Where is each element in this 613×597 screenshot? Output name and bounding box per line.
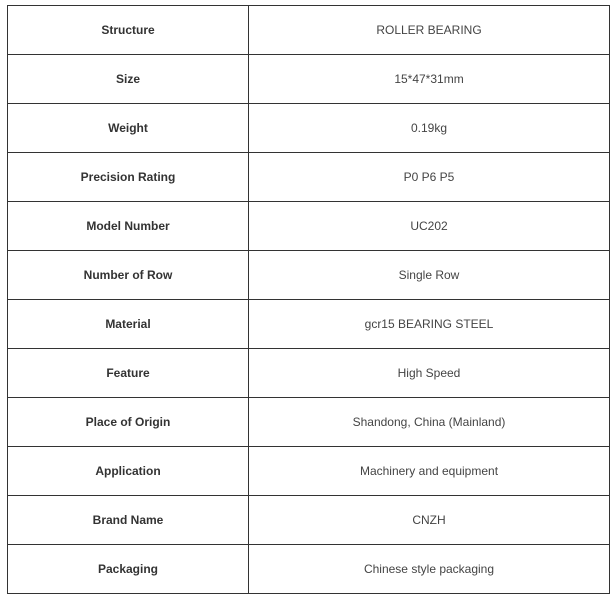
row-label-brand-name: Brand Name bbox=[8, 496, 249, 545]
row-label-application: Application bbox=[8, 447, 249, 496]
row-label-weight: Weight bbox=[8, 104, 249, 153]
row-value-brand-name: CNZH bbox=[249, 496, 610, 545]
table-row bbox=[8, 447, 610, 496]
table-row bbox=[8, 55, 610, 104]
row-label-structure: Structure bbox=[8, 6, 249, 55]
table-row bbox=[8, 545, 610, 594]
row-label-number-of-row: Number of Row bbox=[8, 251, 249, 300]
row-value-size: 15*47*31mm bbox=[249, 55, 610, 104]
row-value-precision-rating: P0 P6 P5 bbox=[249, 153, 610, 202]
row-value-model-number: UC202 bbox=[249, 202, 610, 251]
row-value-application: Machinery and equipment bbox=[249, 447, 610, 496]
row-label-size: Size bbox=[8, 55, 249, 104]
row-value-weight: 0.19kg bbox=[249, 104, 610, 153]
row-label-place-of-origin: Place of Origin bbox=[8, 398, 249, 447]
row-value-place-of-origin: Shandong, China (Mainland) bbox=[249, 398, 610, 447]
row-value-feature: High Speed bbox=[249, 349, 610, 398]
row-value-number-of-row: Single Row bbox=[249, 251, 610, 300]
table-row bbox=[8, 349, 610, 398]
table-row bbox=[8, 398, 610, 447]
row-label-feature: Feature bbox=[8, 349, 249, 398]
table-row bbox=[8, 251, 610, 300]
row-label-material: Material bbox=[8, 300, 249, 349]
row-value-material: gcr15 BEARING STEEL bbox=[249, 300, 610, 349]
table-row bbox=[8, 300, 610, 349]
row-value-packaging: Chinese style packaging bbox=[249, 545, 610, 594]
row-value-structure: ROLLER BEARING bbox=[249, 6, 610, 55]
specification-table bbox=[7, 5, 610, 594]
table-row bbox=[8, 104, 610, 153]
table-row bbox=[8, 6, 610, 55]
table-row bbox=[8, 496, 610, 545]
row-label-model-number: Model Number bbox=[8, 202, 249, 251]
table-row bbox=[8, 153, 610, 202]
table-row bbox=[8, 202, 610, 251]
row-label-precision-rating: Precision Rating bbox=[8, 153, 249, 202]
row-label-packaging: Packaging bbox=[8, 545, 249, 594]
